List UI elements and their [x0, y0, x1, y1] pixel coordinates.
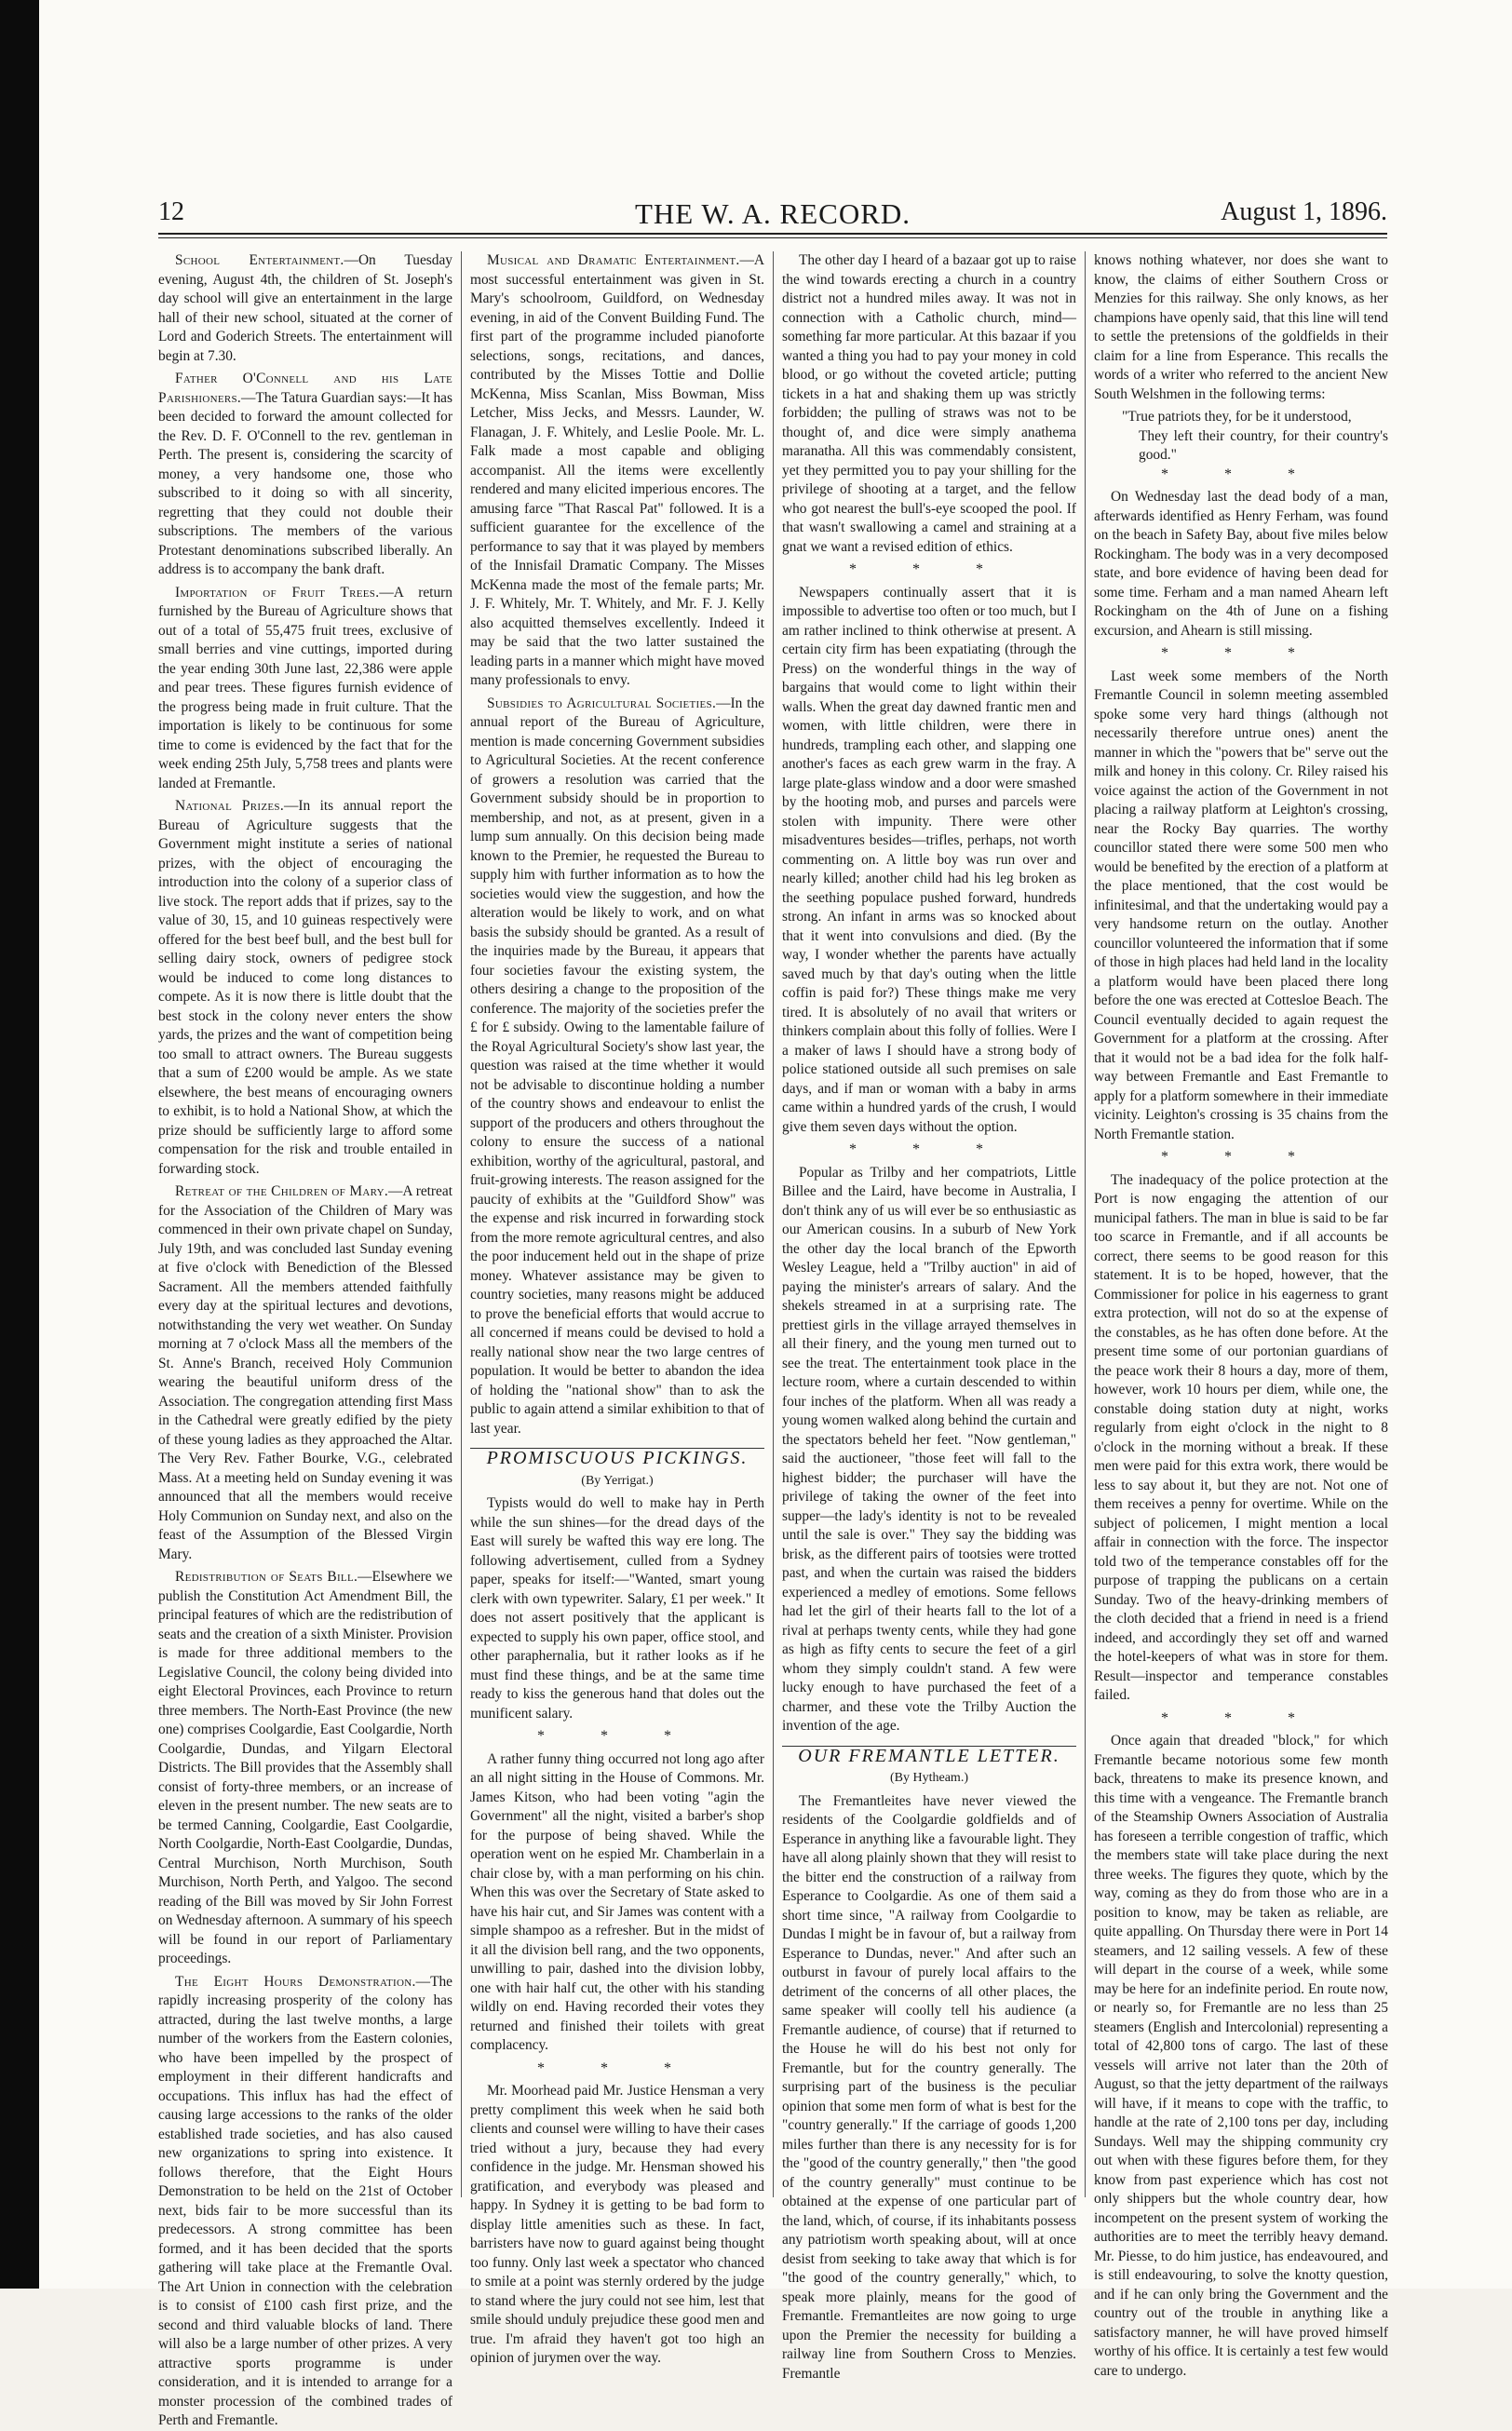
article-heading: Father O'Connell and his Late Parishioners. — [158, 371, 452, 406]
page-header — [158, 197, 1387, 235]
article-text: —On Tuesday evening, August 4th, the children of St. Joseph's day school will give an entertainment in the large hall of their new school, situated at the corner of Lord and Goderich Streets. The entertainment will begin at 7.30. — [158, 252, 452, 364]
separator-stars: * * * — [849, 1141, 1009, 1157]
masthead-title: THE W. A. RECORD. — [634, 197, 911, 230]
article-paragraph — [158, 1182, 452, 1564]
article-paragraph: The other day I heard of a bazaar got up to raise the wind towards erecting a church in a country district not a hundred miles away. It was not in connection with a Catholic church, mind—something far more particular. At this bazaar if you wanted a thing you had to pay your money in cold blood, or go without the coveted article; putting tickets in a hat and shaking them up was strictly forbidden; the pulling of straws was not to be thought of, and dice were simply anathema maranatha. All this was commendably consistent, yet they permitted you to pay your shilling for the privilege of shooting at a target, and the fellow who got nearest the bull's-eye scooped the pool. If that wasn't swallowing a camel and straining at a gnat we want a revised edition of ethics. — [782, 252, 1076, 555]
column-3 — [782, 251, 1076, 2382]
article-text: —A return furnished by the Bureau of Agriculture shows that out of a total of 55,475 fruit trees, exclusive of small berries and vine cuttings, imported during the year ending 30th June last, 22,386 were apple and pear trees. These figures furnish evidence of the progress being made in fruit culture. That the importation is likely to be continuous for some time to come is evidenced by the fact that for the week ending 25th July, 5,758 trees and plants were landed at Fremantle. — [158, 584, 452, 791]
article-paragraph: Newspapers continually assert that it is impossible to advertise too often or too much, but I am rather inclined to think otherwise at present. A certain city firm has been expatiating (through the Press) on the wonderful things in the way of bargains that would come to light within their walls. When the great day dawned frantic men and women, with little children, were there in hundreds, trampling each other, and slapping one another's faces as each grew warm in the fray. A large plate-glass window and a door were smashed by the hooting mob, and purses and parcels were stolen with impunity. There were other misadventures besides—trifles, perhaps, not worth commenting on. A little boy was run over and nearly killed; another child had his leg broken as the seething populace pushed forward, hundreds strong. An infant in arms was so knocked about that it went into convulsions and died. (By the way, I wonder whether the parents have actually saved much by that day's outing when the little coffin is paid for?) These things make me very tired. It is absolutely of no avail that writers or thinkers complain about this folly of follies. Were I a maker of laws I should have a strong body of police stationed outside all such premises on sale days, and if man or woman with a baby in arms came within a hundred yards of the crush, I would give them seven days without the option. — [782, 584, 1076, 1135]
column-2 — [470, 251, 764, 2366]
article-paragraph — [158, 584, 452, 794]
article-paragraph — [158, 370, 452, 580]
section-title: OUR FREMANTLE LETTER. — [798, 1745, 1060, 1766]
article-paragraph: Typists would do well to make hay in Perth while the sun shines—for the dread days of the East will surely be wafted this way ere long. The following advertisement, culled from a Sydney paper, speaks for itself:—"Wanted, smart young clerk with own typewriter. Salary, £1 per week." It does not assert positively that the applicant is expected to supply his own paper, office stool, and other paraphernalia, but it rather looks as if he must find these things, and be at the same time ready to kiss the generous hand that doles out the munificent salary. — [470, 1495, 764, 1722]
verse-line: They left their country, for their country's good." — [1139, 427, 1388, 463]
article-text: —The rapidly increasing prosperity of the colony has attracted, during the last twelve months, a large number of the workers from the Eastern colonies, who have been impelled by the prospect of employment in their different handicrafts and occupations. This influx has had the effect of causing large accessions to the ranks of the older established trade societies, and has also caused new organizations to spring into existence. It follows therefore, that the Eight Hours Demonstration to be held on the 21st of October next, bids fair to be more successful than its predecessors. A strong committee has been formed, and it has been decided that the sports gathering will take place at the Fremantle Oval. The Art Union in connection with the celebration is to consist of £100 cash first prize, and the second and third valuable blocks of land. There will also be a large number of other prizes. A very attractive sports programme is under consideration, and it is intended to arrange for a monster procession of the combined trades of Perth and Fremantle. — [158, 1973, 452, 2428]
article-paragraph: The Fremantleites have never viewed the residents of the Coolgardie goldfields and of Esperance in anything like a favourable light. They have all along plainly shown that they will resist to the bitter end the construction of a railway from Esperance to Coolgardie. As one of them said a short time since, "A railway from Coolgardie to Dundas I might be in favour of, but a railway from Esperance to Dundas, never." And after such an outburst in favour of purely local affairs to the detriment of the concerns of all other places, the same speaker will coolly tell his audience (a Fremantle audience, of course) that if returned to the House he will do his best not only for Fremantle, but for the country generally. The surprising part of the business is the peculiar opinion that some men form of what is best for the "country generally." If the carriage of goods 1,200 miles further than there is any necessity for is for the "good of the country generally," then "the good of the country generally" must continue to be obtained at the expense of one particular part of the land, which, of course, if its inhabitants possess any patriotism worth speaking about, will at once desist from seeking to take away that which is for "the good of the country generally," which, to speak more plainly, means for the good of Fremantle. Fremantleites are now going to urge upon the Premier the necessity for building a railway line from Southern Cross to Menzies. Fremantle — [782, 1792, 1076, 2382]
column-divider — [773, 251, 774, 2197]
separator-stars: * * * — [849, 561, 1009, 577]
article-paragraph: A rather funny thing occurred not long ago after an all night sitting in the House of Commons. Mr. James Kitson, who had been voting "agin the Government" all the night, visited a barber's shop for the purpose of being shaved. While the operation went on he espied Mr. Chamberlain in a chair close by, with a man performing on his chin. When this was over the Secretary of State asked to have his hair cut, and Sir James was content with a simple shampoo as a refresher. But in the midst of it all the division bell rang, and the two opponents, unwilling to pair, dashed into the division lobby, one with hair half cut, the other with his standing wildly on end. Having recorded their votes they returned and finished their toilets with great complacency. — [470, 1750, 764, 2053]
article-heading: The Eight Hours Demonstration. — [175, 1973, 416, 1990]
article-paragraph — [158, 1568, 452, 1969]
byline: (By Hytheam.) — [890, 1771, 968, 1785]
article-paragraph — [158, 1973, 452, 2431]
article-paragraph: knows nothing whatever, nor does she want to know, the claims of either Southern Cross or Menzies for this railway. She only knows, as her champions have openly said, that this line will tend to settle the pretensions of the goldfields in their claim for a line from Esperance. This recalls the words of a writer who referred to the ancient New South Welshmen in the following terms: — [1094, 252, 1388, 402]
column-4 — [1094, 251, 1388, 2379]
article-paragraph — [158, 251, 452, 366]
article-paragraph: Mr. Moorhead paid Mr. Justice Hensman a very pretty compliment this week when he said both clients and counsel were willing to have their cases tried without a jury, because they had every confidence in the judge. Mr. Hensman showed his gratification, and everybody was pleased and happy. In Sydney it is getting to be bad form to display little amenities such as these. In fact, barristers have now to guard against being thought too funny. Only last week a spectator who chanced to smile at a point was sternly ordered by the judge to stand where the jury could not see him, lest that smile should unduly prejudice these good men and true. I'm afraid they haven't got too high an opinion of jurymen over the way. — [470, 2083, 764, 2366]
article-heading: School Entertainment. — [175, 252, 344, 268]
article-heading: Retreat of the Children of Mary. — [175, 1183, 389, 1199]
article-paragraph: Last week some members of the North Fremantle Council in solemn meeting assembled spoke some very hard things (although not necessarily therefore untrue ones) anent the manner in which the "powers that be" serve out the milk and honey in this colony. Cr. Riley raised his voice against the action of the Government in not placing a railway platform at Leighton's crossing, near the Rocky Bay quarries. The worthy councillor stated there were some 500 men who would be benefited by the erection of a platform at the place mentioned, that the cost would be infinitesimal, and that the undertaking would pay a very handsome return on the outlay. Another councillor volunteered the information that if some of those in high places had held land in the locality a platform would have been placed there long before the one was erected at Cottesloe Beach. The Council eventually decided to again request the Government for a platform at the crossing. After that it would not be a bad idea for the folk half-way between Fremantle and East Fremantle to apply for a platform somewhere in their immediate vicinity. Leighton's crossing is 35 chains from the North Fremantle station. — [1094, 668, 1388, 1142]
article-text: —Elsewhere we publish the Constitution Act Amendment Bill, the principal features of which are the redistribution of seats and the creation of a sixth Minister. Provision is made for three additional members to the Legislative Council, the colony being divided into eight Electoral Provinces, each Province to return three members. The North-East Province (the new one) comprises Coolgardie, East Coolgardie, North Coolgardie, Dundas, and Yilgarn Electoral Districts. The Bill provides that the Assembly shall consist of forty-three members, or an increase of eleven in the present number. The new seats are to be termed Canning, Coolgardie, East Coolgardie, North Coolgardie, North-East Coolgardie, Dundas, Central Murchison, North Murchison, South Murchison, North Perth, and Yalgoo. The second reading of the Bill was moved by Sir John Forrest on Wednesday afternoon. A summary of his speech will be found in our report of Parliamentary proceedings. — [158, 1569, 452, 1966]
header-rule — [158, 233, 1387, 235]
article-paragraph: The inadequacy of the police protection at the Port is now engaging the attention of our municipal fathers. The man in blue is said to be far too scarce in Fremantle, and if all accounts be correct, there seems to be good reason for this statement. It is to be hoped, however, that the Commissioner for police in his eagerness to grant extra protection, will not do so at the expense of the constables, as he has often done before. At the present time some of our portonian guardians of the peace work their 8 hours a day, more of them, however, work 10 hours per diem, while one, the constable doing station duty at night, works regularly from eight o'clock in the night to 8 o'clock in the morning without a break. If these men were paid for this extra work, there would be less to say about it, but they are not. Not one of them receives a penny for overtime. While on the subject of policemen, I might mention a local affair in connection with the force. The inspector told two of the temperance constables off for the purpose of trapping the publicans on a certain Sunday. Two of the heavy-drinking members of the cloth decided that a friend in need is a friend indeed, and accordingly they set off and warned the hotel-keepers of what was in store for them. Result—inspector and temperance constables failed. — [1094, 1171, 1388, 1703]
section-title: PROMISCUOUS PICKINGS. — [486, 1448, 749, 1468]
separator-stars: * * * — [1161, 645, 1321, 661]
article-paragraph: Once again that dreaded "block," for which Fremantle became notorious some few month back, threatens to make its presence known, and this time with a vengeance. The Fremantle branch of the Steamship Owners Association of Australia has foreseen a terrible congestion of traffic, which the members state will take place during the next three weeks. The figures they quote, which by the way, coming as they do from those who are in a position to know, may be taken as reliable, are quite appalling. On Thursday there were in Port 14 steamers, and 12 sailing vessels. A few of these will depart in the course of a week, while some may be here for an indefinite period. En route now, or nearly so, for Fremantle are no less than 25 steamers (English and Intercolonial) representing a total of 42,800 tons of cargo. The last of these vessels will arrive not later than the 20th of August, so that the jetty department of the railways will have, if it means to cope with the traffic, to handle at the rate of 2,100 tons per day, including Sundays. Well may the shipping community cry out when with these figures before them, for they know from past experience which has cost not only shippers but the whole country dear, how incompetent on the present system of working the authorities are to meet the terribly heavy demand. Mr. Piesse, to do him justice, has endeavoured, and is still endeavouring, to solve the knotty question, and if he can only bring the Government and the country out of the trouble in anything like a satisfactory manner, he will have proved himself worthy of his office. It is certainly a test few would care to undergo. — [1094, 1733, 1388, 2379]
separator-stars: * * * — [1161, 1709, 1321, 1726]
separator-stars: * * * — [1161, 466, 1321, 482]
article-paragraph — [158, 797, 452, 1179]
article-heading: Subsidies to Agricultural Societies. — [487, 695, 717, 711]
separator-stars: * * * — [1161, 1149, 1321, 1165]
separator-stars: * * * — [537, 2060, 697, 2076]
header-rule-thin — [158, 237, 1387, 238]
scan-edge — [0, 0, 39, 2289]
article-text: —The Tatura Guardian says:—It has been decided to forward the amount collected for the Rev. D. F. O'Connell to the rev. gentleman in Perth. The present is, considering the scarcity of money, a very handsome one, those who subscribed to it doing so with all sincerity, regretting that they could not double their subscriptions. The members of the various Protestant denominations subscribed liberally. An address is to accompany the bank draft. — [158, 389, 452, 577]
issue-date: August 1, 1896. — [1221, 197, 1387, 226]
article-paragraph — [470, 695, 764, 1439]
article-paragraph — [470, 251, 764, 691]
article-heading: Musical and Dramatic Entertainment. — [487, 252, 740, 268]
column-divider — [1085, 251, 1086, 2197]
article-text: —A most successful entertainment was given in St. Mary's schoolroom, Guildford, on Wednesday evening, in aid of the Convent Building Fund. The first part of the programme included pianoforte selections, songs, recitations, and dances, contributed by the Misses Tottie and Dollie McKenna, Miss Scanlan, Miss Bowman, Miss Letcher, Miss Jecks, and Messrs. Launder, W. Flanagan, J. F. Whitely, and Leslie Poole. Mr. L. Falk made a most capable and obliging accompanist. All the items were excellently rendered and many elicited imperious encores. The amusing farce "That Rascal Pat" followed. It is a sufficient guarantee for the excellence of the performance to say that it was played by members of the Innisfail Dramatic Company. The Misses McKenna made the most of the female parts; Mr. J. F. Whitely, Mr. T. Whitely, and Mr. F. J. Kelly also acquitted themselves excellently. Indeed it may be said that the two latter sustained the leading parts in a manner which might have moved many professionals to envy. — [470, 252, 764, 688]
article-text: —In the annual report of the Bureau of Agriculture, mention is made concerning Government subsidies to Agricultural Societies. At the recent conference of growers a resolution was carried that the Government subsidy should be in proportion to membership, and not, as at present, given in a lump sum annually. On this decision being made known to the Premier, he requested the Bureau to supply him with further information as to how the societies would view the suggestion, and how the alteration would be likely to work, and on what basis the subsidy should be granted. As a result of the inquiries made by the Bureau, it appears that four societies favour the existing system, the others desiring a change to the proposition of the conference. The majority of the societies prefer the £ for £ subsidy. Owing to the lamentable failure of the Royal Agricultural Society's show last year, the question was raised at the time whether it would not be advisable to discontinue holding a number of the country shows and endeavour to enlist the support of the producers and others throughout the colony to ensure the success of a national exhibition, worthy of the agricultural, pastoral, and fruit-growing interests. The reason assigned for the paucity of exhibits at the "Guildford Show" was the expense and risk incurred in forwarding stock from the more remote agricultural centres, and also the poor inducement held out in the shape of prize money. Whatever assistance may be given to country societies, many reasons might be adduced to prove the beneficial efforts that would accrue to all concerned if means could be devised to hold a really national show near the two large centres of population. It would be better to abandon the idea of holding the "national show" than to ask the public to again attend a similar exhibition to that of last year. — [470, 695, 764, 1437]
separator-stars: * * * — [537, 1728, 697, 1744]
column-divider — [461, 251, 462, 2197]
article-text: —A retreat for the Association of the Children of Mary was commenced in their own private chapel on Sunday, July 19th, and was concluded last Sunday evening at five o'clock with Benediction of the Blessed Sacrament. All the members attended faithfully every day at the spiritual lectures and devotions, notwithstanding the very wet weather. On Sunday morning at 7 o'clock Mass all the members of the St. Anne's Branch, received Holy Communion wearing the beautiful uniform dress of the Association. The congregation attending first Mass in the Cathedral were greatly edified by the piety of these young ladies as they approached the Altar. The Very Rev. Father Bourke, V.G., celebrated Mass. At a meeting held on Sunday evening it was announced that all the members would receive Holy Communion on Sunday next, and also on the feast of the Assumption of the Blessed Virgin Mary. — [158, 1183, 452, 1562]
page-number: 12 — [158, 197, 184, 226]
column-1 — [158, 251, 452, 2428]
article-heading: National Prizes. — [175, 798, 284, 814]
article-heading: Redistribution of Seats Bill. — [175, 1569, 358, 1585]
article-text: —In its annual report the Bureau of Agriculture suggests that the Government might institute a series of national prizes, with the object of encouraging the introduction into the colony of a superior class of live stock. The report adds that if prizes, say to the value of 30, 15, and 10 guineas respectively were offered for the best beef bull, and the best bull for selling dairy stock, owners of pedigree stock would be induced to come long distances to compete. As it is now there is little doubt that the best stock in the colony never enters the show yards, the prizes and the want of competition being too small to attract owners. The Bureau suggests that a sum of £200 would be ample. As we state elsewhere, the best means of encouraging owners to exhibit, is to hold a National Show, at which the prize should be sufficiently large to afford some compensation for the risk and trouble entailed in forwarding stock. — [158, 798, 452, 1177]
article-heading: Importation of Fruit Trees. — [175, 584, 380, 601]
article-paragraph: On Wednesday last the dead body of a man, afterwards identified as Henry Ferham, was found on the beach in Safety Bay, about five miles below Rockingham. The body was in a very decomposed state, and bore evidence of having been dead for some time. Ferham and a man named Ahearn left Rockingham on the 4th of June on a fishing excursion, and Ahearn is still missing. — [1094, 489, 1388, 639]
article-paragraph: Popular as Trilby and her compatriots, Little Billee and the Laird, have become in Australia, I don't think any of us will ever be so enthusiastic as our American cousins. In a suburb of New York the other day the local branch of the Epworth Wesley League, held a "Trilby auction" in aid of paying the minister's arrears of salary. And the shekels streamed in at a surprising rate. The prettiest girls in the village arrayed themselves in all their finery, and the young men turned out to see the treat. The entertainment took place in the lecture room, where a curtain descended to within four inches of the platform. When all was ready a young women walked along behind the curtain and the spectators beheld her feet. "Now gentleman," said the auctioneer, "those feet will fall to the highest bidder; the purchaser will have the privilege of taking the owner of the feet into supper—the lady's identity is not to be revealed until the sale is over." They say the bidding was brisk, as the different pairs of tootsies were trotted past, and when the curtain was raised the bidders experienced a medley of emotions. Some fellows had let the girl of their hearts fall to the lot of a rival at perhaps twenty cents, while they had gone as high as fifty cents to secure the feet of a girl whom they simply couldn't stand. A few were lucky enough to have purchased the feet of a charmer, and these vote the Trilby Auction the invention of the age. — [782, 1164, 1076, 1734]
byline: (By Yerrigat.) — [581, 1473, 654, 1488]
verse-line: "True patriots they, for be it understood, — [1122, 409, 1352, 425]
